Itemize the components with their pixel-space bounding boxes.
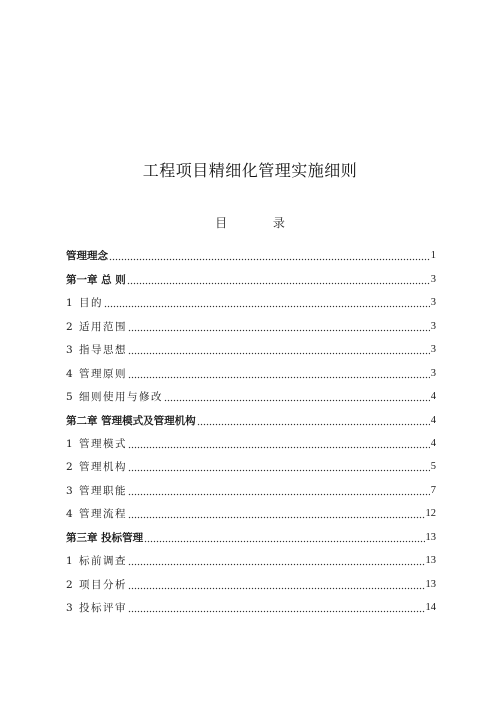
toc-entry-label: 2 管理机构 xyxy=(66,461,128,474)
dot-leader xyxy=(164,399,430,402)
toc-entry-label: 5 细则使用与修改 xyxy=(66,391,164,404)
toc-entry-label: 1 标前调查 xyxy=(66,555,128,568)
toc-entry-page-number: 7 xyxy=(430,484,436,496)
toc-heading: 目 录 xyxy=(215,216,285,230)
toc-entry[interactable] xyxy=(66,358,436,381)
dot-leader xyxy=(127,282,430,285)
toc-entry-label: 管理理念 xyxy=(66,250,108,263)
toc-entry[interactable] xyxy=(66,522,436,545)
toc-entry-page-number: 3 xyxy=(430,344,436,356)
dot-leader xyxy=(144,540,424,543)
toc-entry[interactable] xyxy=(66,429,436,452)
toc-entry-label: 第一章 总 则 xyxy=(66,273,126,286)
toc-entry-label: 1 管理模式 xyxy=(66,437,128,450)
toc-entry-page-number: 3 xyxy=(430,273,436,285)
toc-entry-label: 4 管理流程 xyxy=(66,508,128,521)
toc-entry-page-number: 13 xyxy=(425,531,436,543)
toc-entry-page-number: 5 xyxy=(430,461,436,473)
toc-entry-label: 4 管理原则 xyxy=(66,367,128,380)
toc-entry-page-number: 13 xyxy=(425,555,436,567)
dot-leader xyxy=(104,305,430,308)
dot-leader xyxy=(128,587,424,590)
toc-entry-label: 1 目的 xyxy=(66,297,104,310)
toc-entry-label: 2 适用范围 xyxy=(66,320,128,333)
dot-leader xyxy=(197,423,430,426)
toc-entry[interactable] xyxy=(66,546,436,569)
toc-entry-page-number: 4 xyxy=(430,391,436,403)
dot-leader xyxy=(128,563,424,566)
toc-entry[interactable] xyxy=(66,452,436,475)
toc-entry-label: 3 投标评审 xyxy=(66,602,128,614)
toc-entry-label: 3 管理职能 xyxy=(66,484,128,497)
toc-entry[interactable] xyxy=(66,593,436,616)
document-title: 工程项目精细化管理实施细则 xyxy=(142,161,358,180)
toc-entry[interactable] xyxy=(66,264,436,287)
toc-entry-label: 2 项目分析 xyxy=(66,578,128,591)
toc-entry[interactable] xyxy=(66,475,436,498)
toc-entry[interactable] xyxy=(66,288,436,311)
toc-entry-page-number: 3 xyxy=(430,320,436,332)
toc-entry-page-number: 12 xyxy=(425,508,436,520)
toc-entry-page-number: 3 xyxy=(430,297,436,309)
toc-entry-page-number: 1 xyxy=(430,250,436,262)
dot-leader xyxy=(128,516,424,519)
toc-entry-page-number: 4 xyxy=(430,414,436,426)
toc-entry-label: 第三章 投标管理 xyxy=(66,531,144,544)
dot-leader xyxy=(109,258,430,261)
toc-entry-page-number: 14 xyxy=(425,602,436,613)
toc-entry[interactable] xyxy=(66,405,436,428)
dot-leader xyxy=(128,329,430,332)
toc-entry[interactable] xyxy=(66,335,436,358)
table-of-contents xyxy=(66,241,436,616)
dot-leader xyxy=(128,352,430,355)
toc-entry[interactable] xyxy=(66,311,436,334)
toc-entry[interactable] xyxy=(66,499,436,522)
toc-entry-label: 3 指导思想 xyxy=(66,344,128,357)
dot-leader xyxy=(128,446,430,449)
dot-leader xyxy=(128,610,424,613)
toc-entry-page-number: 13 xyxy=(425,578,436,590)
toc-entry[interactable] xyxy=(66,241,436,264)
dot-leader xyxy=(128,376,430,379)
toc-entry-page-number: 4 xyxy=(430,437,436,449)
dot-leader xyxy=(128,469,430,472)
dot-leader xyxy=(128,493,430,496)
toc-entry[interactable] xyxy=(66,569,436,592)
toc-entry[interactable] xyxy=(66,382,436,405)
toc-entry-label: 第二章 管理模式及管理机构 xyxy=(66,414,196,427)
toc-entry-page-number: 3 xyxy=(430,367,436,379)
